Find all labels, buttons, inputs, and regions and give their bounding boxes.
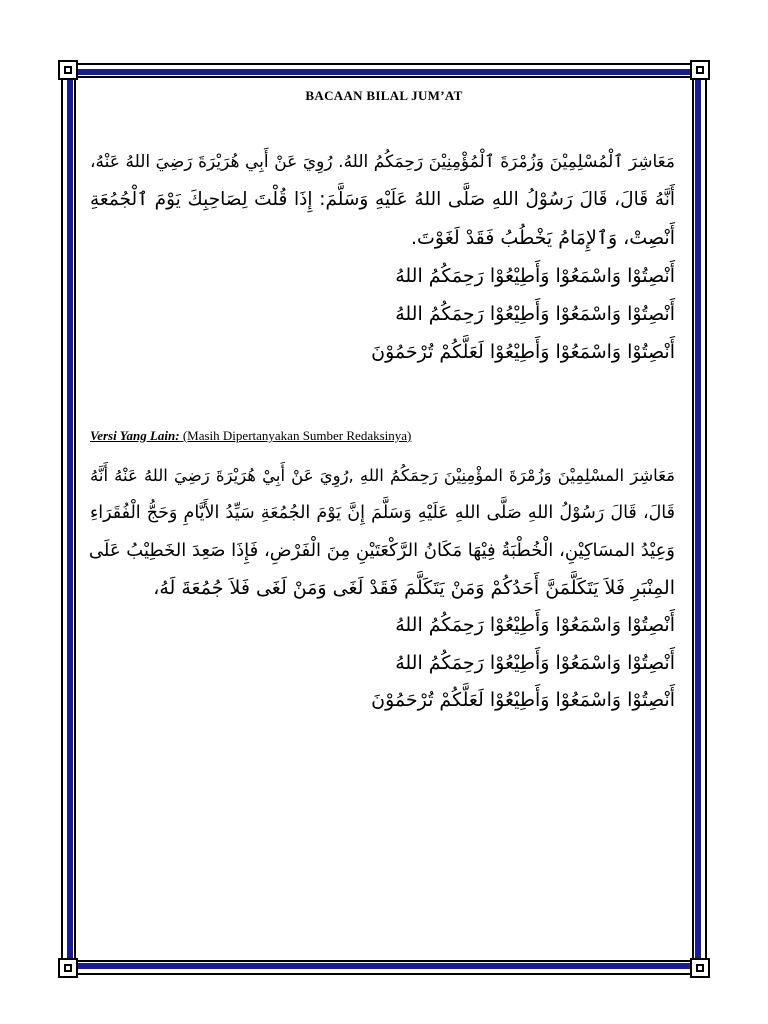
arabic-line: أَنْصِتُوْا وَاسْمَعُوْا وَأَطِيْعُوْا رَحِمَكُمُ اللهُ xyxy=(395,265,675,287)
border-corner-top-right xyxy=(690,60,710,80)
border-corner-top-left xyxy=(58,60,78,80)
alternative-version-label: Versi Yang Lain: xyxy=(90,428,180,443)
arabic-line: أَنْصِتُوْا وَاسْمَعُوْا وَأَطِيْعُوْا رَحِمَكُمُ اللهُ xyxy=(395,614,675,636)
arabic-line: أَنْصِتُوْا وَاسْمَعُوْا وَأَطِيْعُوْا رَحِمَكُمُ اللهُ xyxy=(395,303,675,325)
alternative-version-note: (Masih Dipertanyakan Sumber Redaksinya) xyxy=(179,428,412,443)
arabic-line: أَنْصِتُوْا وَاسْمَعُوْا وَأَطِيْعُوْا لَعَلَّكُمْ تُرْحَمُوْنَ xyxy=(371,341,675,363)
arabic-line: وَعِيْدُ المسَاكِيْنِ، الْخُطْبَةُ فِيْهَا مَكَانُ الرَّكْعَتَيْنِ مِنَ الْفَرْضِ، فَإِذَا صَعِدَ الخَطِيْبُ عَلَى xyxy=(88,540,675,561)
arabic-line: قَالَ، قَالَ رَسُوْلُ اللهِ صَلَّى اللهِ عَلَيْهِ وَسَلَّمَ إِنَّ يَوْمَ الجُمُعَةِ سَيِّدُ الأَيَّامِ وَحَجُّ الْفُقَرَاءِ xyxy=(90,502,675,523)
arabic-line: مَعَاشِرَ المسْلِمِيْنَ وَزُمْرَةَ المؤْمِنِيْنَ رَحِمَكُمُ اللهِ ,رُوِيَ عَنْ أَبِيْ هُرَيْرَةَ رَضِيَ اللهُ عَنْهُ أَنَّهُ xyxy=(90,466,675,485)
arabic-line: أَنْصِتُوْا وَاسْمَعُوْا وَأَطِيْعُوْا لَعَلَّكُمْ تُرْحَمُوْنَ xyxy=(371,689,675,711)
arabic-line: أَنَّهُ قَالَ، قَالَ رَسُوْلُ اللهِ صَلَّى اللهُ عَلَيْهِ وَسَلَّمَ: إِذَا قُلْتَ لِصَاحِبِكَ يَوْمَ ٱلْجُمُعَةِ xyxy=(90,189,675,210)
arabic-line: أَنْصِتْ، وَٱلإِمَامُ يَخْطُبُ فَقَدْ لَغَوْتَ. xyxy=(410,227,675,249)
alternative-version-heading xyxy=(90,428,411,444)
border-corner-bottom-right xyxy=(690,958,710,978)
arabic-line: المِنْبَرِ فَلاَ يَتَكَلَّمَنَّ أَحَدُكُمْ وَمَنْ يَتَكَلَّمَ فَقَدْ لَغَى وَمَنْ لَغَى فَلاَ جُمُعَةَ لَهُ، xyxy=(153,576,675,599)
arabic-line: أَنْصِتُوْا وَاسْمَعُوْا وَأَطِيْعُوْا رَحِمَكُمُ اللهُ xyxy=(395,651,675,674)
border-corner-bottom-left xyxy=(58,958,78,978)
arabic-line: مَعَاشِرَ ٱلْمُسْلِمِيْنَ وَزُمْرَةَ ٱلْمُؤْمِنِيْنَ رَحِمَكُمُ اللهُ. رُوِيَ عَنْ أَبِي هُرَيْرَةَ رَضِيَ اللهُ عَنْهُ، xyxy=(90,152,675,172)
arabic-section-alternative xyxy=(90,457,675,720)
arabic-section-main xyxy=(90,143,675,371)
document-title: BACAAN BILAL JUM’AT xyxy=(305,88,463,103)
